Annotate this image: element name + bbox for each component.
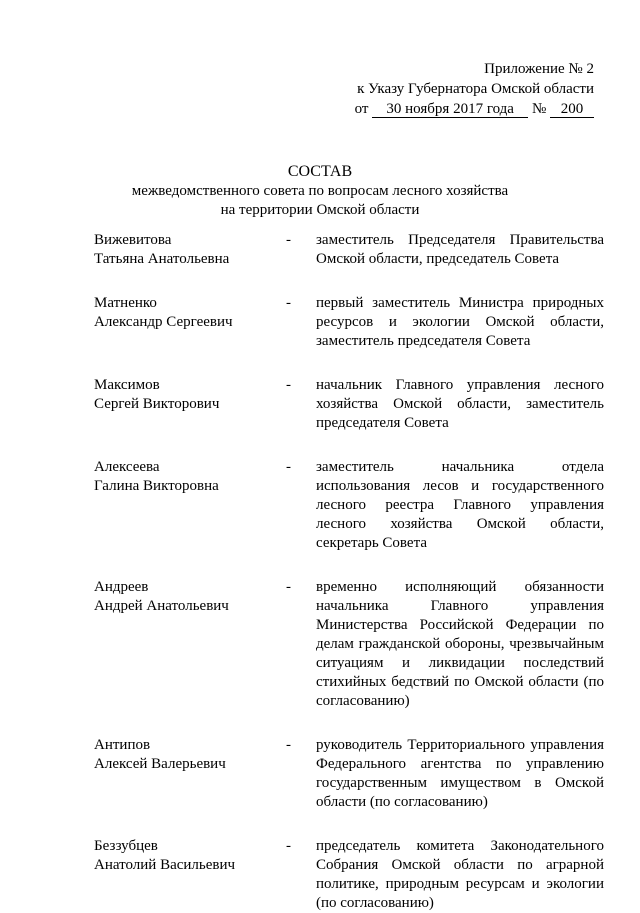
member-entry	[94, 736, 604, 812]
appendix-header	[294, 60, 594, 120]
member-surname: Андреев	[94, 579, 149, 595]
member-given-names: Татьяна Анатольевна	[94, 251, 230, 267]
member-surname: Матненко	[94, 295, 157, 311]
member-dash: -	[286, 232, 291, 248]
member-given-names: Александр Сергеевич	[94, 314, 233, 330]
member-surname: Беззубцев	[94, 838, 158, 854]
member-given-names: Алексей Валерьевич	[94, 756, 226, 772]
appendix-title: Приложение № 2	[484, 61, 594, 77]
document-title: СОСТАВ	[287, 163, 353, 180]
member-entry	[94, 837, 604, 913]
member-given-names: Галина Викторовна	[94, 478, 219, 494]
member-name	[94, 736, 284, 812]
appendix-reference: к Указу Губернатора Омской области	[357, 81, 594, 97]
member-role: первый заместитель Министра природных ресурсов и экологии Омской области, заместитель председателя Совета	[316, 295, 604, 349]
member-entry	[94, 231, 604, 269]
member-surname: Максимов	[94, 377, 160, 393]
member-name	[94, 294, 284, 351]
member-role: заместитель начальника отдела использования лесов и государственного лесного реестра Главного управления лесного хозяйства Омской области, секретарь Совета	[316, 459, 604, 551]
member-role: временно исполняющий обязанности начальника Главного управления Министерства Российской Федерации по делам гражданской обороны, чрезвычайным ситуациям и ликвидации последствий стихийных бедствий по Омской области (по согласованию)	[316, 579, 604, 709]
member-dash: -	[286, 838, 291, 854]
member-entry	[94, 458, 604, 553]
member-given-names: Анатолий Васильевич	[94, 857, 236, 873]
member-name	[94, 837, 284, 913]
member-role: заместитель Председателя Правительства Омской области, председатель Совета	[316, 232, 604, 267]
member-entry	[94, 578, 604, 711]
member-name	[94, 458, 284, 553]
member-surname: Антипов	[94, 737, 151, 753]
member-dash: -	[286, 377, 291, 393]
member-role: начальник Главного управления лесного хозяйства Омской области, заместитель председателя Совета	[316, 377, 604, 431]
member-given-names: Сергей Викторович	[94, 396, 220, 412]
from-label: от	[354, 101, 369, 117]
member-name	[94, 376, 284, 433]
heading-subtitle-line-2: на территории Омской области	[220, 202, 420, 218]
member-dash: -	[286, 737, 291, 753]
member-dash: -	[286, 295, 291, 311]
member-surname: Алексеева	[94, 459, 160, 475]
member-name	[94, 578, 284, 711]
number-label: №	[531, 101, 547, 117]
member-entry	[94, 294, 604, 351]
member-role: руководитель Территориального управления Федерального агентства по управлению государственным имуществом в Омской области (по согласованию)	[316, 737, 604, 810]
decree-number: 200	[550, 101, 594, 118]
appendix-date-line	[294, 100, 594, 120]
member-surname: Вижевитова	[94, 232, 172, 248]
member-given-names: Андрей Анатольевич	[94, 598, 229, 614]
decree-date: 30 ноября 2017 года	[372, 101, 528, 118]
members-list	[94, 231, 604, 913]
member-entry	[94, 376, 604, 433]
member-dash: -	[286, 459, 291, 475]
member-role: председатель комитета Законодательного Собрания Омской области по аграрной политике, природным ресурсам и экологии (по согласованию)	[316, 838, 604, 911]
heading-subtitle-line-1: межведомственного совета по вопросам лесного хозяйства	[131, 183, 509, 199]
member-dash: -	[286, 579, 291, 595]
document-heading	[0, 162, 640, 220]
member-name	[94, 231, 284, 269]
